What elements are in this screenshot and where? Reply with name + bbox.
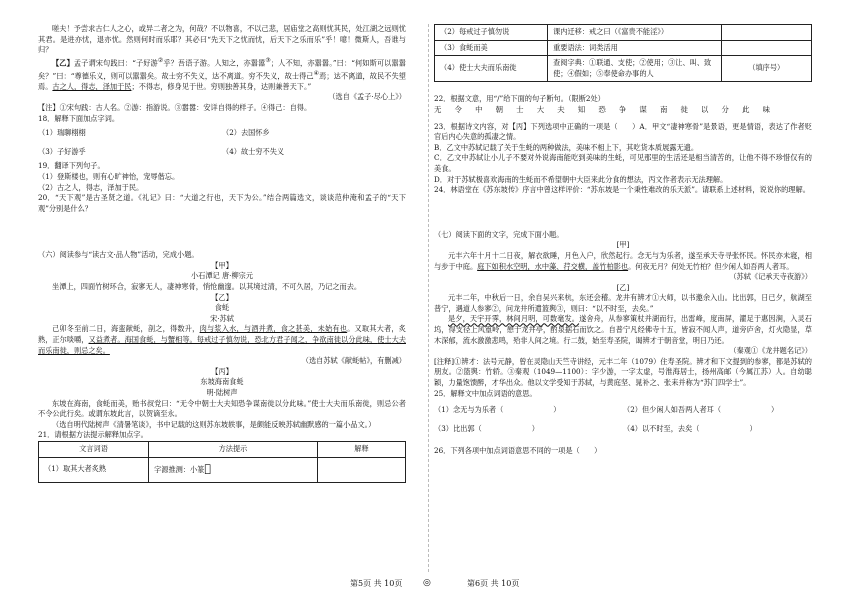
table-header: 方法提示 <box>149 441 318 457</box>
binding-dot-icon: ◎ <box>423 578 431 588</box>
q22-sentence: 无 令 中 朝 士 大 夫 知 恐 争 谋 南 徙 以 分 此 味 <box>434 104 776 114</box>
page-divider <box>428 24 429 572</box>
yi-text-2: 是夕，天宇开霁，林间月明，可数毫发。遂舍舟，从参寥策杖并湖而行，出雷峰，度南屏，濯足于惠因涧，入灵石坞，得支径上风篁岭，憩于龙井亭，酌泉据石而饮之。自普宁凡经佛寺十五，皆寂不闻人声，道旁庐舍，灯火隐显，草木深郁，流水激激悲鸣，殆非人间之境。行二鼓，始至寿圣院，谒辨才于朝音堂，明日乃还。 <box>434 314 812 345</box>
q23-option-d: D．对于苏轼极喜欢海南的生蚝而不希望朝中大臣来此分食的想法，丙文作者表示无法理解。 <box>434 174 728 184</box>
jia-text: 坐潭上，四面竹树环合，寂寥无人，凄神寒骨，悄怆幽邃。以其境过清，不可久居，乃记之而去。 <box>52 282 362 292</box>
yi-label: 【乙】 <box>211 292 233 302</box>
section-6-title: （六）阅读参与“读古文·品人物”活动，完成小题。 <box>38 250 199 260</box>
table-cell: （2）每戒过子慎勿说 <box>435 25 548 41</box>
jia-label: [甲] <box>616 240 630 250</box>
table-header: 文言词语 <box>39 441 149 457</box>
passage-yi: 【乙】孟子谓宋句践曰：“子好游②乎？吾语子游。人知之，亦嚣嚣③；人不知，亦嚣嚣。”曰：“何如斯可以嚣嚣矣？”曰：“尊德乐义，则可以嚣嚣矣。故士穷不失义，达不离道。穷不失义，故士得己④焉；达不离道，故民不失望焉。古之人，得志，泽加于民；不得志，修身见于世。穷则独善其身，达则兼善天下。” <box>38 56 406 91</box>
answer-cell[interactable] <box>721 25 812 41</box>
page-footer-left: 第5页 共 10页 <box>350 579 403 588</box>
q19-item: （1）登斯楼也，则有心旷神怡，宠辱偕忘。 <box>38 171 180 181</box>
table-cell: 重要语法：词类活用 <box>548 40 721 56</box>
yi-source: （秦观①《龙井题名记》） <box>729 346 812 356</box>
source-line: （选自《孟子·尽心上》） <box>328 92 406 102</box>
jia-label: 【甲】 <box>211 260 233 270</box>
q25-item: （3）比出郭（ ） <box>434 423 539 433</box>
yi-label: [乙] <box>616 282 630 292</box>
yi-source: （选自苏轼《献蚝帖》，有删减） <box>301 356 406 366</box>
q19-item: （2）古之人，得志，泽加于民。 <box>38 182 144 192</box>
question-24: 24．林语堂在《苏东坡传》序言中曾这样评价：“苏东坡是一个秉性难改的乐天派”。请联系上述材料，说说你的理解。 <box>434 185 810 195</box>
answer-cell[interactable]: （填序号） <box>721 56 812 82</box>
q18-item: （4）故士穷不失义 <box>222 146 285 156</box>
q25-item: （2）但少闲人如吾两人者耳（ ） <box>623 405 779 415</box>
yi-text: 元丰二年，中秋后一日，余自吴兴来杭，东还会稽。龙井有辨才①大师，以书邀余入山。比出郭，日已夕，航湖至普宁，遇道人参寥②，问龙井所遣篮舆③，则曰：“以不时至，去矣。” <box>434 293 812 313</box>
yi-note: [注释]①辨才：法号元静，曾在灵隐山天竺寺讲经，元丰二年（1079）住寿圣院。辨才和下文提到的参寥，都是苏轼的朋友。②篮舆：竹轿。③秦观（1049—1100）：字少游，一字太虚，号淮海居士，扬州高邮（今属江苏）人。自幼聪颖，力量饱馈醉，才华出众。他以文学受知于苏轼，与黄庭坚、晁补之、张耒并称为“苏门四学士”。 <box>434 356 812 388</box>
table-row <box>435 25 812 41</box>
seal-script-glyph: 𤊌 <box>204 461 212 475</box>
table-row <box>435 56 812 82</box>
question-22: 22．根据文意，用“/”给下面的句子断句。（限断2处） <box>434 94 605 104</box>
table-cell: 字源推测：小篆𤊌 <box>149 457 318 482</box>
table-cell: （3）食蚝而美 <box>435 40 548 56</box>
yi-author: 宋·苏轼 <box>210 313 234 323</box>
q25-items <box>434 403 812 418</box>
right-page <box>434 24 812 457</box>
jia-source: （苏轼《记承天寺夜游》） <box>729 272 812 282</box>
bing-note: （选自明代陆树声《清暑笔谈》，书中记载的这则苏东坡轶事，是颇能反映苏轼幽默感的一篇小品文。） <box>52 419 376 429</box>
bing-title: 东坡海南食蚝 <box>200 377 244 387</box>
question-21: 21．请根据方法提示解释加点字。 <box>38 430 148 440</box>
question-19: 19．翻译下列句子。 <box>38 161 105 171</box>
q21-table-continued <box>434 24 812 82</box>
section-7-title: （七）阅读下面的文字，完成下面小题。 <box>434 229 564 239</box>
q18-items <box>38 124 406 161</box>
table-header: 解释 <box>317 441 405 457</box>
yi-text: 己卯冬至前二日，海蛮献蚝，剖之，得数升，肉与浆入水，与酒并煮，食之甚美，未始有也。又取其大者，炙熟，正尔啖嚼，又益煮者。海国食蚝，与蟹相等。每戒过子慎勿说，恐北方君子闻之，争欲南徙以分此味，使士大夫而乐南徙，则忌之矣。 <box>38 324 406 355</box>
bing-author: 明·陆树声 <box>206 388 238 397</box>
answer-cell[interactable] <box>317 457 405 482</box>
passage-paragraph: 嗟夫！予尝求古仁人之心，或异二者之为，何哉？不以物喜，不以己悲，居庙堂之高则忧其民，处江湖之远则忧其君。是进亦忧，退亦忧。然则何时而乐耶？其必曰“先天下之忧而忧，后天下之乐而乐”乎！噫！微斯人，吾谁与归？ <box>38 24 406 55</box>
table-row <box>39 457 406 482</box>
q18-item: （2）去国怀乡 <box>222 128 270 138</box>
note: 【注】①宋句践：古人名。②游：指游说。③嚣嚣：安详自得的样子。④得己：自得。 <box>38 102 312 112</box>
page-footer-right: 第6页 共 10页 <box>467 579 520 588</box>
bing-text: 东坡在海南，食蚝而美，贻书叔党曰：“无令中朝士大夫知恐争谋南徙以分此味。”使士大夫而乐南徙，则忌公者不令公此行矣。或谓东坡此言，以贺谪至永。 <box>38 398 406 419</box>
q18-item: （1）瑞聊栩栩 <box>38 128 86 138</box>
bing-label: 【丙】 <box>211 366 233 376</box>
answer-cell[interactable] <box>721 40 812 56</box>
question-20: 20．“天下观”是古圣贤之道。《礼记》曰：“大道之行也，天下为公。”结合两篇选文，谈谈范仲淹和孟子的“天下观”分别是什么？ <box>38 193 406 213</box>
q23-option-c: C．乙文中苏轼让小儿子不要对外说海南能吃到美味的生蚝，可见那里的生活还是相当清苦的，让他不得不珍惜仅有的美食。 <box>434 153 812 173</box>
table-cell: 查阅字典：①联通、支使；②使用；③让、叫、致使；④假如；⑤奉使命办事的人 <box>548 56 721 82</box>
q21-table <box>38 441 406 483</box>
table-cell: （4）使士大夫而乐南徙 <box>435 56 548 82</box>
question-25: 25．解释文中加点词语的意思。 <box>434 388 537 398</box>
question-26: 26．下列各项中加点词语意思不同的一项是（ ） <box>434 446 602 456</box>
left-page <box>38 24 406 483</box>
table-header-row <box>39 441 406 457</box>
jia-title: 小石潭记 唐·柳宗元 <box>190 271 254 281</box>
q25-item: （1）念无与为乐者（ ） <box>434 405 561 415</box>
yi-title: 食蚝 <box>214 303 230 313</box>
q23-option-b: B．乙文中苏轼记载了关于生蚝的两种做法，美味不相上下，其吃货本质展露无遗。 <box>434 142 699 152</box>
table-cell: （1）取其大者炙熟 <box>39 457 149 482</box>
table-row <box>435 40 812 56</box>
question-23: 23．根据诗文内容，对【丙】下列选项中正确的一项是（ ）A．甲文“凄神寒骨”是景语，更是情语，表达了作者贬官后内心失意的孤凄之情。 <box>434 121 812 142</box>
q18-item: （3）子好游乎 <box>38 146 86 156</box>
q25-item: （4）以不时至，去矣（ ） <box>623 423 757 433</box>
table-cell: 课内迁移：戒之曰（《富贵不能淫》） <box>548 25 721 41</box>
question-18: 18．解释下面加点字词。 <box>38 113 120 123</box>
jia-text: 元丰六年十月十二日夜，解衣欲睡，月色入户，欣然起行。念无与为乐者，遂至承天寺寻张怀民。怀民亦未寝，相与步于中庭。庭下如积水空明，水中藻、荇交横，盖竹柏影也。何夜无月？何处无竹柏？但少闲人如吾两人者耳。 <box>434 250 812 271</box>
q25-items <box>434 422 812 437</box>
